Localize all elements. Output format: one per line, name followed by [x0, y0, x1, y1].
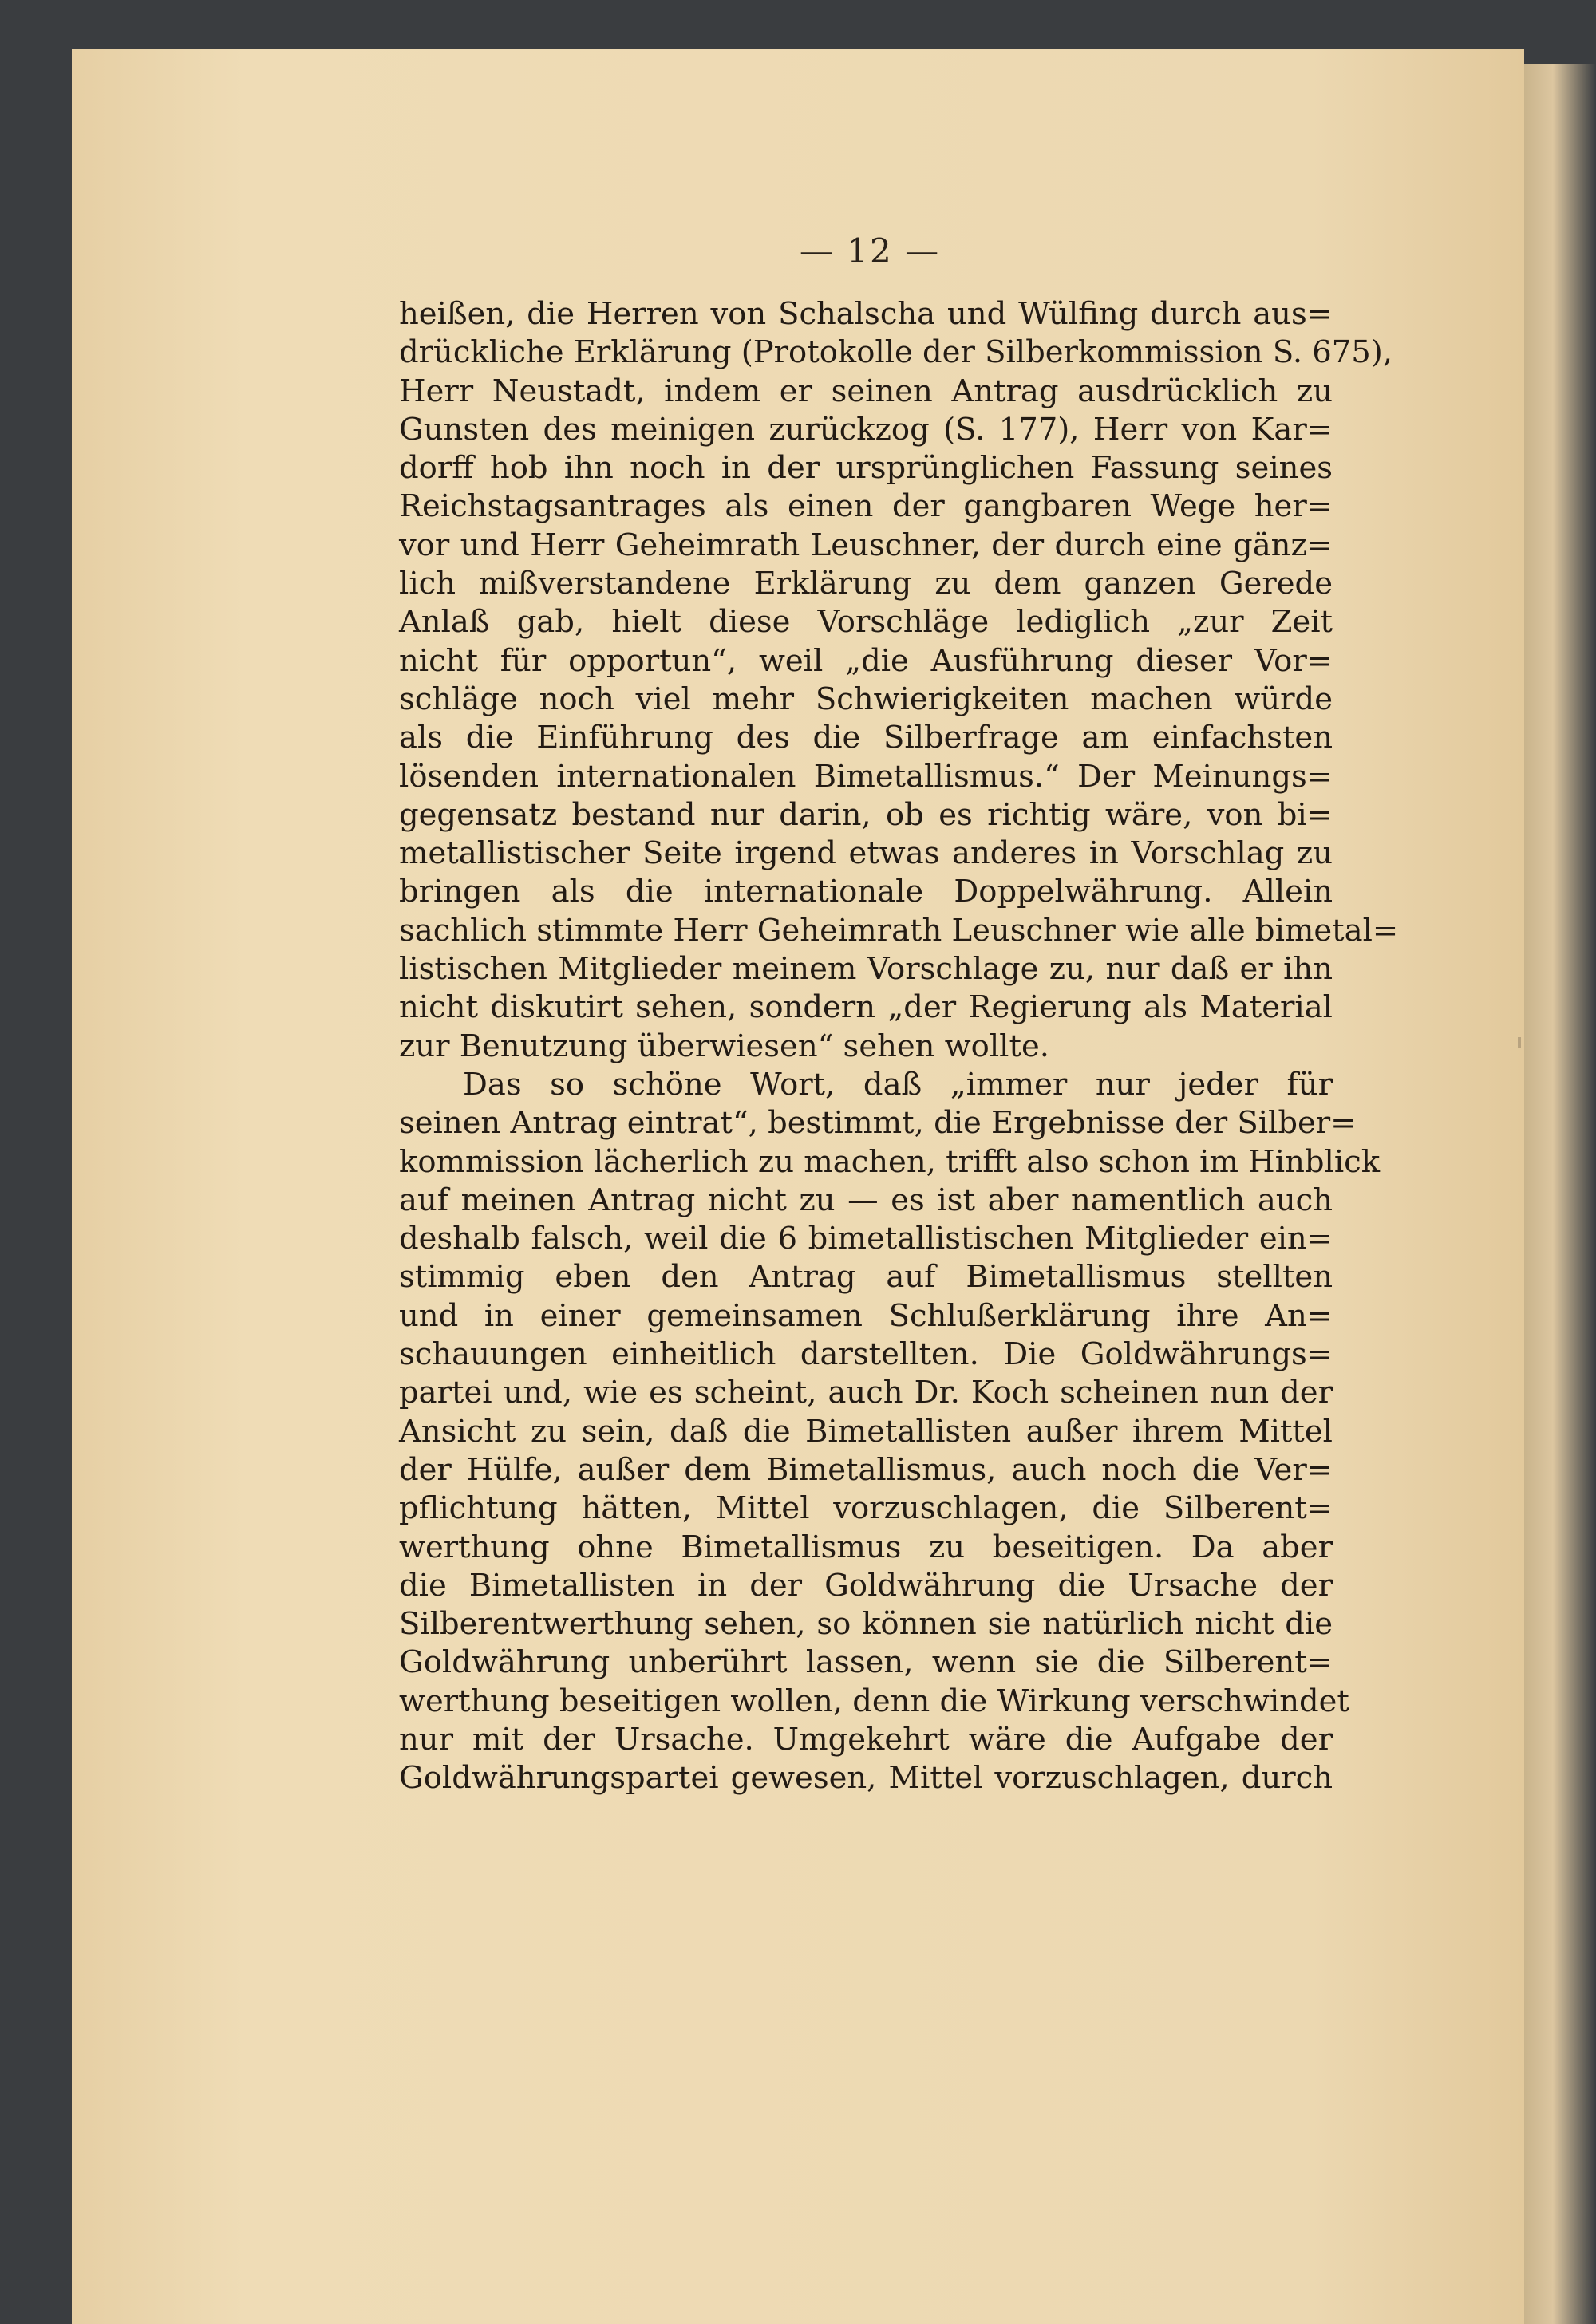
- text-line: und in einer gemeinsamen Schlußerklärung ihre An=: [399, 1297, 1333, 1334]
- text-line: als die Einführung des die Silberfrage am einfachsten: [399, 720, 1333, 756]
- text-line: Silberentwerthung sehen, so können sie natürlich nicht die: [399, 1606, 1333, 1643]
- text-line: nur mit der Ursache. Umgekehrt wäre die Aufgabe der: [399, 1721, 1333, 1758]
- text-line: der Hülfe, außer dem Bimetallismus, auch noch die Ver=: [399, 1451, 1333, 1488]
- text-line: lösenden internationalen Bimetallismus.“ Der Meinungs=: [399, 758, 1333, 795]
- text-line: metallistischer Seite irgend etwas anderes in Vorschlag zu: [399, 835, 1333, 872]
- text-line: werthung ohne Bimetallismus zu beseitigen. Da aber: [399, 1529, 1333, 1565]
- paragraph-end-line: zur Benutzung überwiesen“ sehen wollte.: [399, 1028, 1049, 1064]
- text-line: Herr Neustadt, indem er seinen Antrag ausdrücklich zu: [399, 373, 1333, 409]
- text-line: vor und Herr Geheimrath Leuschner, der durch eine gänz=: [399, 527, 1333, 563]
- text-line: kommission lächerlich zu machen, trifft also schon im Hinblick: [399, 1143, 1381, 1180]
- text-line: nicht diskutirt sehen, sondern „der Regierung als Material: [399, 989, 1333, 1026]
- text-line: pflichtung hätten, Mittel vorzuschlagen, die Silberent=: [399, 1490, 1333, 1527]
- text-line: Goldwährung unberührt lassen, wenn sie die Silberent=: [399, 1644, 1333, 1681]
- paper-mark: [1518, 1037, 1521, 1048]
- text-line: dorff hob ihn noch in der ursprünglichen Fassung seines: [399, 450, 1333, 487]
- text-line: schläge noch viel mehr Schwierigkeiten machen würde: [399, 681, 1333, 717]
- text-line: auf meinen Antrag nicht zu — es ist aber namentlich auch: [399, 1182, 1333, 1218]
- page-number: — 12 —: [799, 231, 941, 270]
- text-line: partei und, wie es scheint, auch Dr. Koch scheinen nun der: [399, 1375, 1333, 1411]
- paragraph-start-line: Das so schöne Wort, daß „immer nur jeder für: [463, 1066, 1333, 1103]
- text-line: drückliche Erklärung (Protokolle der Silberkommission S. 675),: [399, 334, 1393, 371]
- body-text: [399, 295, 1399, 1798]
- text-line: gegensatz bestand nur darin, ob es richtig wäre, von bi=: [399, 796, 1333, 833]
- text-line: werthung beseitigen wollen, denn die Wirkung verschwindet: [399, 1683, 1349, 1719]
- text-line: heißen, die Herren von Schalscha und Wülfing durch aus=: [399, 296, 1333, 332]
- text-line: sachlich stimmte Herr Geheimrath Leuschner wie alle bimetal=: [399, 912, 1399, 949]
- text-line: die Bimetallisten in der Goldwährung die Ursache der: [399, 1567, 1333, 1604]
- text-line: Anlaß gab, hielt diese Vorschläge lediglich „zur Zeit: [399, 604, 1333, 641]
- text-line: bringen als die internationale Doppelwährung. Allein: [399, 874, 1333, 910]
- text-line: Ansicht zu sein, daß die Bimetallisten außer ihrem Mittel: [399, 1413, 1333, 1450]
- text-line: schauungen einheitlich darstellten. Die Goldwährungs=: [399, 1336, 1333, 1373]
- text-line: lich mißverstandene Erklärung zu dem ganzen Gerede: [399, 566, 1333, 602]
- adjacent-page-edge: [1524, 64, 1596, 2324]
- text-line: deshalb falsch, weil die 6 bimetallistischen Mitglieder ein=: [399, 1221, 1333, 1257]
- text-line: Reichstagsantrages als einen der gangbaren Wege her=: [399, 488, 1333, 525]
- text-line: listischen Mitglieder meinem Vorschlage zu, nur daß er ihn: [399, 951, 1333, 988]
- text-line: nicht für opportun“, weil „die Ausführung dieser Vor=: [399, 642, 1333, 679]
- text-line: seinen Antrag eintrat“, bestimmt, die Ergebnisse der Silber=: [399, 1105, 1357, 1142]
- text-line: Goldwährungspartei gewesen, Mittel vorzuschlagen, durch: [399, 1760, 1333, 1797]
- text-line: stimmig eben den Antrag auf Bimetallismus stellten: [399, 1259, 1333, 1296]
- text-line: Gunsten des meinigen zurückzog (S. 177), Herr von Kar=: [399, 411, 1333, 448]
